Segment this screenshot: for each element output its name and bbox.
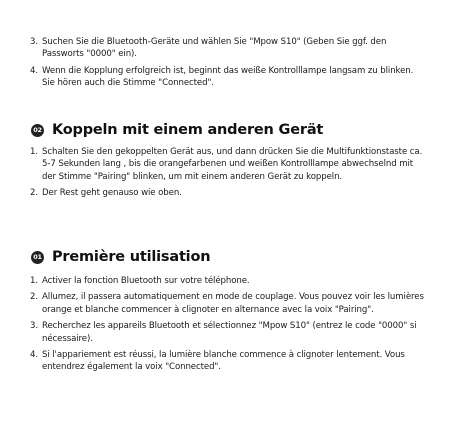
step-item bbox=[30, 320, 425, 345]
step-number: 4. bbox=[30, 65, 38, 76]
step-number: 2. bbox=[30, 292, 38, 303]
section-number-badge: 01 bbox=[31, 251, 44, 264]
step-number: 3. bbox=[30, 37, 38, 47]
section-title: Première utilisation bbox=[52, 249, 211, 265]
step-text: Schalten Sie den gekoppelten Gerät aus, und dann drücken Sie die Multifunktionstaste ca. 5-7 Sekunden lang , bis die orangefarbenen und weißen Kontrolllampe abwechselnd mit der Stimme "Pairing" blinken, um mit einem anderen Gerät zu koppeln. bbox=[42, 147, 423, 182]
step-item bbox=[30, 36, 425, 61]
step-number: 1. bbox=[30, 276, 38, 286]
step-number: 4. bbox=[30, 350, 38, 361]
step-text: Suchen Sie die Bluetooth-Geräte und wählen Sie "Mpow S10" (Geben Sie ggf. den Passworts "0000" ein). bbox=[42, 37, 387, 60]
section-number-badge: 02 bbox=[31, 124, 44, 137]
step-item bbox=[30, 291, 425, 316]
step-number: 1. bbox=[30, 147, 38, 157]
step-text: Si l'appariement est réussi, la lumière blanche commence à clignoter lentement. Vous entendrez également la voix "Connected". bbox=[42, 350, 405, 373]
step-item bbox=[30, 275, 425, 287]
first-use-steps bbox=[30, 275, 425, 378]
step-text: Der Rest geht genauso wie oben. bbox=[42, 188, 182, 199]
german-steps-continued bbox=[30, 36, 425, 94]
step-text: Activer la fonction Bluetooth sur votre téléphone. bbox=[42, 276, 250, 286]
section-heading-first-use bbox=[31, 248, 210, 266]
step-item bbox=[30, 187, 425, 199]
step-text: Wenn die Kopplung erfolgreich ist, beginnt das weiße Kontrolllampe langsam zu blinken. Sie hören auch die Stimme "Connected". bbox=[42, 65, 414, 89]
section-title: Koppeln mit einem anderen Gerät bbox=[52, 122, 324, 138]
pairing-steps bbox=[30, 146, 425, 204]
step-item bbox=[30, 65, 425, 90]
step-number: 2. bbox=[30, 188, 38, 199]
section-heading-pairing bbox=[31, 121, 323, 139]
step-number: 3. bbox=[30, 321, 38, 332]
step-text: Recherchez les appareils Bluetooth et sélectionnez "Mpow S10" (entrez le code "0000" si nécessaire). bbox=[42, 321, 417, 344]
step-text: Allumez, il passera automatiquement en mode de couplage. Vous pouvez voir les lumières orange et blanche commencer à clignoter en alternance avec la voix "Pairing". bbox=[42, 292, 424, 315]
step-item bbox=[30, 146, 425, 183]
step-item bbox=[30, 349, 425, 374]
